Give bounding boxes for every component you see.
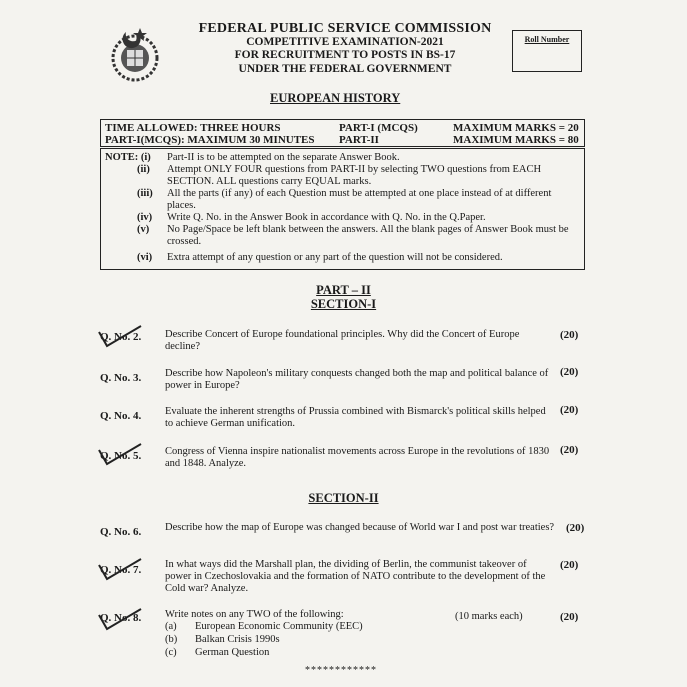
question-label: Q. No. 7. [100, 564, 142, 576]
question-label: Q. No. 2. [100, 331, 142, 343]
part-title: PART – II [316, 283, 371, 297]
part1-label: PART-I (MCQS) [339, 122, 418, 134]
end-stars: ************ [305, 665, 377, 676]
subpart-text: German Question [195, 647, 270, 658]
subpart-num: (a) [165, 621, 177, 632]
question-text: Evaluate the inherent strengths of Prussia combined with Bismarck's political skills helped to achieve German unification. [165, 406, 546, 429]
question-label: Q. No. 4. [100, 410, 142, 422]
question-marks: (20) [560, 329, 579, 341]
question-text: In what ways did the Marshall plan, the dividing of Berlin, the communist takeover of power in Czechoslovakia and the formation of NATO contribute to the development of the Cold war? Analyze. [165, 559, 546, 594]
time-allowed: TIME ALLOWED: THREE HOURS [105, 122, 281, 134]
subpart-num: (c) [165, 647, 177, 658]
question-marks: (20) [560, 404, 579, 416]
note-item: (iii) All the parts (if any) of each Question must be attempted at one place instead of at different places. [137, 188, 552, 211]
part1-time: PART-I(MCQS): MAXIMUM 30 MINUTES [105, 134, 315, 146]
subject-title: EUROPEAN HISTORY [270, 91, 401, 105]
subpart-text: European Economic Community (EEC) [195, 621, 363, 632]
tick-mark-icon [95, 322, 145, 350]
question-label: Q. No. 8. [100, 612, 142, 624]
info-box [100, 119, 585, 147]
section-1-title: SECTION-I [310, 297, 377, 311]
max-marks-2: MAXIMUM MARKS = 80 [453, 134, 579, 146]
roll-number-box [512, 30, 582, 72]
question-label: Q. No. 3. [100, 372, 142, 384]
question-each-marks: (10 marks each) [455, 611, 523, 622]
question-label: Q. No. 6. [100, 526, 142, 538]
exam-title: COMPETITIVE EXAMINATION-2021 [246, 35, 444, 48]
tick-mark-icon [95, 605, 145, 633]
exam-header [180, 22, 510, 76]
question-marks: (20) [560, 366, 579, 378]
part2-label: PART-II [339, 134, 379, 146]
note-item: (ii) Attempt ONLY FOUR questions from PART-II by selecting TWO questions from EACH SECTION. ALL questions carry EQUAL marks. [137, 164, 542, 187]
government-line: UNDER THE FEDERAL GOVERNMENT [238, 62, 452, 75]
question-text: Write notes on any TWO of the following: [165, 609, 344, 620]
subpart-text: Balkan Crisis 1990s [195, 634, 280, 645]
recruitment-line: FOR RECRUITMENT TO POSTS IN BS-17 [234, 49, 456, 61]
note-item: (iv) Write Q. No. in the Answer Book in accordance with Q. No. in the Q.Paper. [137, 212, 486, 223]
question-text: Describe how Napoleon's military conquests changed both the map and political balance of power in Europe? [165, 368, 549, 391]
max-marks-1: MAXIMUM MARKS = 20 [453, 122, 579, 134]
note-label: NOTE: (i) [105, 152, 151, 163]
subpart-num: (b) [165, 634, 178, 645]
question-label: Q. No. 5. [100, 450, 142, 462]
question-marks: (20) [560, 444, 579, 456]
question-text: Describe Concert of Europe foundational principles. Why did the Concert of Europe decline? [165, 329, 520, 352]
government-emblem-icon [96, 22, 174, 86]
section-2-title: SECTION-II [308, 491, 379, 505]
note-item: Part-II is to be attempted on the separate Answer Book. [167, 152, 400, 163]
question-text: Congress of Vienna inspire nationalist movements across Europe in the revolutions of 1830 and 1848. Analyze. [165, 446, 550, 469]
tick-mark-icon [95, 440, 145, 468]
roll-number-label: Roll Number [524, 35, 570, 44]
question-marks: (20) [560, 611, 579, 623]
notes-box [100, 148, 585, 270]
commission-title: FEDERAL PUBLIC SERVICE COMMISSION [198, 21, 492, 36]
question-marks: (20) [566, 522, 585, 534]
note-item: (vi) Extra attempt of any question or any part of the question will not be considered. [137, 252, 503, 263]
question-marks: (20) [560, 559, 579, 571]
tick-mark-icon [95, 555, 145, 583]
note-item: (v) No Page/Space be left blank between the answers. All the blank pages of Answer Book must be crossed. [137, 224, 569, 247]
question-text: Describe how the map of Europe was changed because of World war I and post war treaties? [165, 522, 555, 533]
